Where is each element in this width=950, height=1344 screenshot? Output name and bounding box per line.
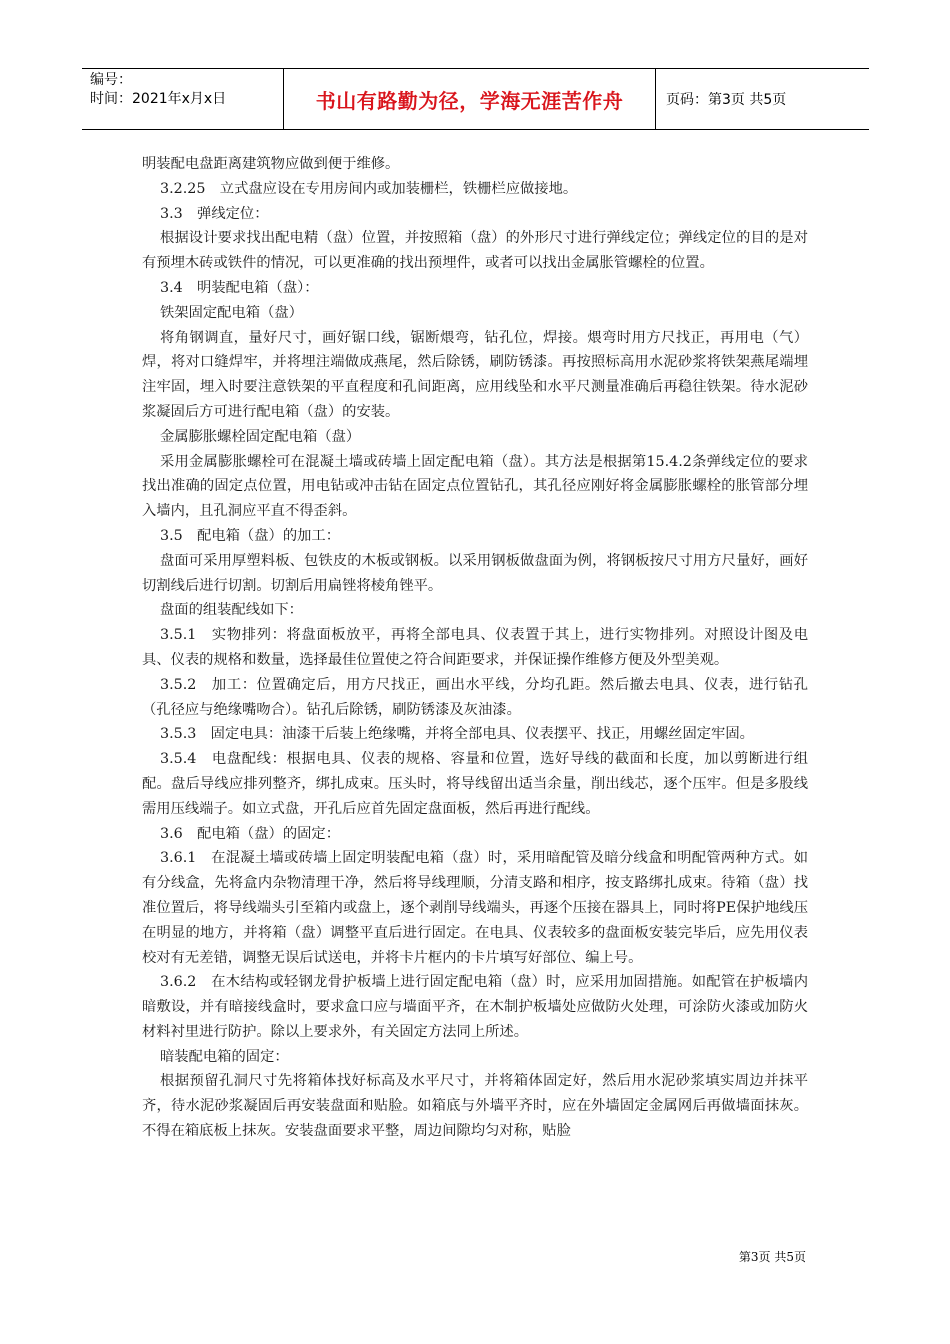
heading-3-4: 3.4 明装配电箱（盘）：	[160, 279, 319, 296]
subheading-iron-frame: 铁架固定配电箱（盘）	[160, 304, 303, 321]
section-3-5-2: 3.5.2 加工：位置确定后，用方尺找正，画出水平线，分均孔距。然后撤去电具、仪表，进行钻孔（孔径应与绝缘嘴吻合）。钻孔后除锈，刷防锈漆及灰油漆。	[142, 676, 808, 718]
subheading-expansion-bolt: 金属膨胀螺栓固定配电箱（盘）	[160, 428, 361, 445]
section-3-5-4: 3.5.4 电盘配线：根据电具、仪表的规格、容量和位置，选好导线的截面和长度，加以剪断进行组配。盘后导线应排列整齐，绑扎成束。压头时，将导线留出适当余量，削出线芯，逐个压牢。但是多股线需用压线端子。如立式盘，开孔后应首先固定盘面板，然后再进行配线。	[142, 751, 808, 817]
section-3-5-1: 3.5.1 实物排列：将盘面板放平，再将全部电具、仪表置于其上，进行实物排列。对照设计图及电具、仪表的规格和数量，选择最佳位置使之符合间距要求，并保证操作维修方便及外型美观。	[142, 627, 808, 668]
page-footer: 第3页 共5页	[738, 1250, 806, 1264]
header-page-number: 页码：第3页 共5页	[666, 92, 787, 108]
page-header	[82, 68, 869, 130]
subheading-concealed-box: 暗装配电箱的固定：	[160, 1048, 289, 1065]
paragraph: 明装配电盘距离建筑物应做到便于维修。	[142, 156, 400, 172]
heading-3-5: 3.5 配电箱（盘）的加工：	[160, 527, 341, 544]
heading-3-6: 3.6 配电箱（盘）的固定：	[160, 825, 341, 842]
header-info	[82, 69, 284, 129]
paragraph: 采用金属膨胀螺栓可在混凝土墙或砖墙上固定配电箱（盘）。其方法是根据第15.4.2条弹线定位的要求找出准确的固定点位置，用电钻或冲击钻在固定点位置钻孔，其孔径应刚好将金属膨胀螺栓的胀管部分埋入墙内，且孔洞应平直不得歪斜。	[142, 453, 808, 520]
paragraph: 根据预留孔洞尺寸先将箱体找好标高及水平尺寸，并将箱体固定好，然后用水泥砂浆填实周边并抹平齐，待水泥砂浆凝固后再安装盘面和贴脸。如箱底与外墙平齐时，应在外墙固定金属网后再做墙面抹灰。不得在箱底板上抹灰。安装盘面要求平整，周边间隙均匀对称，贴脸	[142, 1073, 808, 1140]
section-3-2-25: 3.2.25 立式盘应设在专用房间内或加装栅栏，铁栅栏应做接地。	[160, 180, 578, 197]
document-body	[142, 152, 808, 1144]
section-3-6-2: 3.6.2 在木结构或轻钢龙骨护板墙上进行固定配电箱（盘）时，应采用加固措施。如配管在护板墙内暗敷设，并有暗接线盒时，要求盒口应与墙面平齐，在木制护板墙处应做防火处理，可涂防火漆或加防火材料衬里进行防护。除以上要求外，有关固定方法同上所述。	[142, 974, 808, 1040]
paragraph: 盘面可采用厚塑料板、包铁皮的木板或钢板。以采用钢板做盘面为例，将钢板按尺寸用方尺量好，画好切割线后进行切割。切割后用扁锉将棱角锉平。	[142, 552, 808, 594]
heading-3-3: 3.3 弹线定位：	[160, 205, 269, 222]
section-3-6-1: 3.6.1 在混凝土墙或砖墙上固定明装配电箱（盘）时，采用暗配管及暗分线盒和明配管两种方式。如有分线盒，先将盒内杂物清理干净，然后将导线理顺，分清支路和相序，按支路绑扎成束。待箱（盘）找准位置后，将导线端头引至箱内或盘上，逐个剥削导线端头，再逐个压接在器具上，同时将PE保护地线压在明显的地方，并将箱（盘）调整平直后进行固定。在电具、仪表较多的盘面板安装完毕后，应先用仪表校对有无差错，调整无误后试送电，并将卡片框内的卡片填写好部位、编上号。	[142, 850, 808, 966]
paragraph: 将角钢调直，量好尺寸，画好锯口线，锯断煨弯，钻孔位，焊接。煨弯时用方尺找正，再用电（气）焊，将对口缝焊牢，并将埋注端做成燕尾，然后除锈，刷防锈漆。再按照标高用水泥砂浆将铁架燕尾端埋注牢固，埋入时要注意铁架的平直程度和孔间距离，应用线坠和水平尺测量准确后再稳往铁架。待水泥砂浆凝固后方可进行配电箱（盘）的安装。	[142, 329, 808, 420]
section-3-5-3: 3.5.3 固定电具：油漆干后装上绝缘嘴，并将全部电具、仪表摆平、找正，用螺丝固定牢固。	[160, 726, 754, 743]
header-motto: 书山有路勤为径，学海无涯苦作舟	[284, 69, 656, 129]
document-time-label: 时间：2021年x月x日	[90, 91, 227, 107]
paragraph: 根据设计要求找出配电精（盘）位置，并按照箱（盘）的外形尺寸进行弹线定位；弹线定位的目的是对有预埋木砖或铁件的情况，可以更准确的找出预埋件，或者可以找出金属胀管螺栓的位置。	[142, 230, 808, 272]
paragraph: 盘面的组装配线如下：	[160, 602, 303, 619]
document-number-label: 编号：	[90, 72, 132, 88]
